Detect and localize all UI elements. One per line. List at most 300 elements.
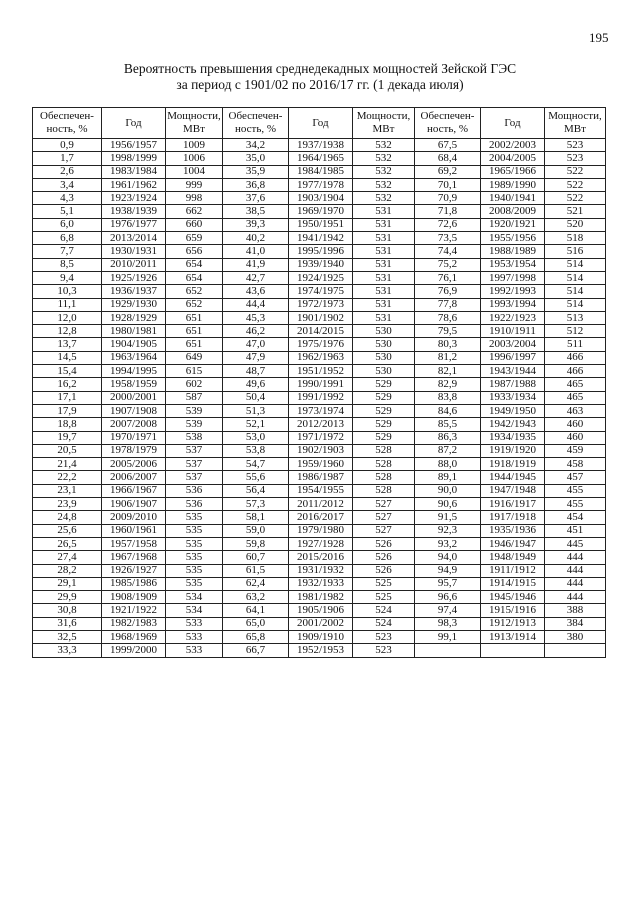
table-cell: 458 [545, 458, 606, 471]
table-row [33, 338, 606, 351]
table-cell: 514 [545, 285, 606, 298]
table-cell: 2014/2015 [289, 325, 353, 338]
table-cell [415, 644, 481, 657]
table-cell: 1960/1961 [102, 524, 166, 537]
table-cell: 528 [353, 471, 415, 484]
table-cell: 28,2 [33, 564, 102, 577]
table-cell: 652 [166, 285, 223, 298]
table-cell: 529 [353, 404, 415, 417]
table-cell: 1908/1909 [102, 591, 166, 604]
table-cell: 70,9 [415, 192, 481, 205]
table-cell: 52,1 [223, 418, 289, 431]
table-cell: 1969/1970 [289, 205, 353, 218]
table-cell: 531 [353, 298, 415, 311]
table-cell: 82,9 [415, 378, 481, 391]
table-cell: 1991/1992 [289, 391, 353, 404]
table-cell: 2,6 [33, 165, 102, 178]
table-cell: 59,8 [223, 537, 289, 550]
table-cell: 62,4 [223, 577, 289, 590]
table-cell: 21,4 [33, 458, 102, 471]
table-cell: 58,1 [223, 511, 289, 524]
table-cell: 1,7 [33, 152, 102, 165]
table-cell: 533 [166, 644, 223, 657]
page-number: 195 [589, 30, 609, 45]
table-row [33, 391, 606, 404]
table-cell: 1962/1963 [289, 351, 353, 364]
table-cell: 615 [166, 365, 223, 378]
table-cell: 1902/1903 [289, 444, 353, 457]
table-cell: 529 [353, 418, 415, 431]
column-header: Мощности, МВт [545, 108, 606, 139]
table-cell: 1978/1979 [102, 444, 166, 457]
table-cell: 27,4 [33, 551, 102, 564]
table-cell: 4,3 [33, 192, 102, 205]
table-row [33, 152, 606, 165]
table-cell: 79,5 [415, 325, 481, 338]
table-cell: 17,9 [33, 404, 102, 417]
table-cell: 1906/1907 [102, 498, 166, 511]
table-cell: 1994/1995 [102, 365, 166, 378]
table-cell: 460 [545, 418, 606, 431]
table-cell: 32,5 [33, 630, 102, 643]
table-cell: 998 [166, 192, 223, 205]
table-cell: 76,1 [415, 271, 481, 284]
table-cell: 465 [545, 391, 606, 404]
table-cell: 1974/1975 [289, 285, 353, 298]
table-row [33, 178, 606, 191]
table-cell: 94,9 [415, 564, 481, 577]
table-cell: 531 [353, 218, 415, 231]
table-cell: 1936/1937 [102, 285, 166, 298]
table-cell: 51,3 [223, 404, 289, 417]
table-cell: 1992/1993 [481, 285, 545, 298]
table-cell: 444 [545, 591, 606, 604]
table-cell: 85,5 [415, 418, 481, 431]
table-row [33, 165, 606, 178]
table-cell: 29,9 [33, 591, 102, 604]
table-row [33, 591, 606, 604]
table-cell: 95,7 [415, 577, 481, 590]
table-cell: 1913/1914 [481, 630, 545, 643]
table-cell: 1990/1991 [289, 378, 353, 391]
table-cell: 8,5 [33, 258, 102, 271]
table-cell: 537 [166, 444, 223, 457]
column-header: Обеспечен-ность, % [33, 108, 102, 139]
table-cell: 522 [545, 192, 606, 205]
table-cell: 1929/1930 [102, 298, 166, 311]
table-cell: 454 [545, 511, 606, 524]
table-cell: 654 [166, 258, 223, 271]
column-header: Мощности, МВт [353, 108, 415, 139]
table-cell: 1937/1938 [289, 139, 353, 152]
table-cell: 1975/1976 [289, 338, 353, 351]
table-row [33, 551, 606, 564]
table-cell: 587 [166, 391, 223, 404]
table-cell: 75,2 [415, 258, 481, 271]
table-cell: 529 [353, 378, 415, 391]
table-cell: 1901/1902 [289, 311, 353, 324]
table-cell: 528 [353, 444, 415, 457]
table-cell [481, 644, 545, 657]
table-cell: 68,4 [415, 152, 481, 165]
table-cell: 513 [545, 311, 606, 324]
table-row [33, 285, 606, 298]
table-cell: 1945/1946 [481, 591, 545, 604]
table-cell: 388 [545, 604, 606, 617]
table-cell: 512 [545, 325, 606, 338]
table-cell: 1967/1968 [102, 551, 166, 564]
table-cell: 529 [353, 431, 415, 444]
table-cell: 20,5 [33, 444, 102, 457]
table-row [33, 245, 606, 258]
table-cell: 660 [166, 218, 223, 231]
table-cell: 19,7 [33, 431, 102, 444]
table-row [33, 378, 606, 391]
table-cell: 1971/1972 [289, 431, 353, 444]
table-cell: 47,0 [223, 338, 289, 351]
table-cell: 66,7 [223, 644, 289, 657]
table-cell: 1918/1919 [481, 458, 545, 471]
table-cell: 18,8 [33, 418, 102, 431]
table-cell: 1963/1964 [102, 351, 166, 364]
table-cell: 524 [353, 617, 415, 630]
table-row [33, 524, 606, 537]
table-cell: 91,5 [415, 511, 481, 524]
table-cell: 65,0 [223, 617, 289, 630]
table-cell: 1911/1912 [481, 564, 545, 577]
table-cell: 15,4 [33, 365, 102, 378]
table-cell: 1923/1924 [102, 192, 166, 205]
table-cell: 531 [353, 232, 415, 245]
column-header: Обеспечен-ность, % [223, 108, 289, 139]
table-cell: 1905/1906 [289, 604, 353, 617]
table-cell: 1956/1957 [102, 139, 166, 152]
table-cell: 523 [545, 139, 606, 152]
column-header: Обеспечен-ность, % [415, 108, 481, 139]
table-cell: 528 [353, 484, 415, 497]
table-cell: 1948/1949 [481, 551, 545, 564]
table-cell: 1946/1947 [481, 537, 545, 550]
table-cell: 1976/1977 [102, 218, 166, 231]
table-cell: 518 [545, 232, 606, 245]
table-cell: 67,5 [415, 139, 481, 152]
table-cell: 64,1 [223, 604, 289, 617]
table-cell: 1943/1944 [481, 365, 545, 378]
table-cell: 73,5 [415, 232, 481, 245]
table-cell: 1949/1950 [481, 404, 545, 417]
table-row [33, 630, 606, 643]
table-cell: 445 [545, 537, 606, 550]
table-cell: 460 [545, 431, 606, 444]
table-cell: 22,2 [33, 471, 102, 484]
table-cell: 1939/1940 [289, 258, 353, 271]
table-cell: 457 [545, 471, 606, 484]
table-cell [545, 644, 606, 657]
table-cell: 1980/1981 [102, 325, 166, 338]
table-cell: 6,0 [33, 218, 102, 231]
table-cell: 1997/1998 [481, 271, 545, 284]
table-cell: 656 [166, 245, 223, 258]
table-cell: 36,8 [223, 178, 289, 191]
table-cell: 29,1 [33, 577, 102, 590]
table-cell: 1904/1905 [102, 338, 166, 351]
table-cell: 1912/1913 [481, 617, 545, 630]
table-row [33, 471, 606, 484]
table-cell: 651 [166, 338, 223, 351]
table-cell: 532 [353, 165, 415, 178]
table-cell: 2012/2013 [289, 418, 353, 431]
table-cell: 98,3 [415, 617, 481, 630]
table-cell: 531 [353, 285, 415, 298]
table-cell: 53,0 [223, 431, 289, 444]
table-cell: 535 [166, 524, 223, 537]
column-header: Год [481, 108, 545, 139]
table-cell: 1995/1996 [289, 245, 353, 258]
table-row [33, 484, 606, 497]
table-cell: 1979/1980 [289, 524, 353, 537]
table-cell: 528 [353, 458, 415, 471]
table-cell: 11,1 [33, 298, 102, 311]
table-cell: 1932/1933 [289, 577, 353, 590]
header-row [33, 108, 606, 139]
table-cell: 530 [353, 325, 415, 338]
table-cell: 536 [166, 498, 223, 511]
table-cell: 1987/1988 [481, 378, 545, 391]
table-cell: 12,8 [33, 325, 102, 338]
table-cell: 526 [353, 564, 415, 577]
table-row [33, 258, 606, 271]
table-cell: 59,0 [223, 524, 289, 537]
table-cell: 1941/1942 [289, 232, 353, 245]
table-row [33, 431, 606, 444]
table-cell: 2013/2014 [102, 232, 166, 245]
table-cell: 34,2 [223, 139, 289, 152]
table-row [33, 205, 606, 218]
table-cell: 527 [353, 524, 415, 537]
table-cell: 70,1 [415, 178, 481, 191]
table-cell: 1993/1994 [481, 298, 545, 311]
table-cell: 652 [166, 298, 223, 311]
table-row [33, 604, 606, 617]
table-cell: 1968/1969 [102, 630, 166, 643]
table-cell: 522 [545, 165, 606, 178]
table-cell: 88,0 [415, 458, 481, 471]
table-cell: 523 [353, 644, 415, 657]
table-cell: 1933/1934 [481, 391, 545, 404]
table-cell: 5,1 [33, 205, 102, 218]
table-cell: 516 [545, 245, 606, 258]
table-cell: 521 [545, 205, 606, 218]
table-cell: 78,6 [415, 311, 481, 324]
table-cell: 1925/1926 [102, 271, 166, 284]
table-cell: 535 [166, 551, 223, 564]
table-row [33, 139, 606, 152]
table-cell: 465 [545, 378, 606, 391]
table-cell: 532 [353, 178, 415, 191]
table-cell: 1965/1966 [481, 165, 545, 178]
table-cell: 30,8 [33, 604, 102, 617]
table-cell: 459 [545, 444, 606, 457]
table-cell: 1938/1939 [102, 205, 166, 218]
table-cell: 65,8 [223, 630, 289, 643]
table-cell: 1926/1927 [102, 564, 166, 577]
table-cell: 23,1 [33, 484, 102, 497]
table-cell: 61,5 [223, 564, 289, 577]
table-cell: 530 [353, 365, 415, 378]
table-cell: 1916/1917 [481, 498, 545, 511]
table-cell: 83,8 [415, 391, 481, 404]
table-cell: 96,6 [415, 591, 481, 604]
table-cell: 999 [166, 178, 223, 191]
table-cell: 48,7 [223, 365, 289, 378]
table-cell: 2007/2008 [102, 418, 166, 431]
table-row [33, 232, 606, 245]
table-cell: 1940/1941 [481, 192, 545, 205]
table-row [33, 644, 606, 657]
table-cell: 6,8 [33, 232, 102, 245]
table-cell: 1988/1989 [481, 245, 545, 258]
table-cell: 532 [353, 139, 415, 152]
table-cell: 1972/1973 [289, 298, 353, 311]
table-cell: 530 [353, 351, 415, 364]
table-cell: 1999/2000 [102, 644, 166, 657]
table-cell: 534 [166, 591, 223, 604]
table-cell: 0,9 [33, 139, 102, 152]
table-cell: 84,6 [415, 404, 481, 417]
table-cell: 535 [166, 537, 223, 550]
table-cell: 538 [166, 431, 223, 444]
table-cell: 35,9 [223, 165, 289, 178]
table-cell: 1942/1943 [481, 418, 545, 431]
table-row [33, 511, 606, 524]
table-cell: 40,2 [223, 232, 289, 245]
table-row [33, 325, 606, 338]
document-title [0, 61, 640, 93]
table-cell: 1959/1960 [289, 458, 353, 471]
table-cell: 1924/1925 [289, 271, 353, 284]
table-cell: 526 [353, 537, 415, 550]
table-cell: 1977/1978 [289, 178, 353, 191]
table-cell: 16,2 [33, 378, 102, 391]
table-cell: 1920/1921 [481, 218, 545, 231]
table-cell: 42,7 [223, 271, 289, 284]
table-cell: 2010/2011 [102, 258, 166, 271]
table-cell: 514 [545, 271, 606, 284]
table-cell: 1966/1967 [102, 484, 166, 497]
table-cell: 43,6 [223, 285, 289, 298]
table-cell: 1982/1983 [102, 617, 166, 630]
table-cell: 1989/1990 [481, 178, 545, 191]
table-cell: 1973/1974 [289, 404, 353, 417]
table-cell: 1935/1936 [481, 524, 545, 537]
table-cell: 82,1 [415, 365, 481, 378]
table-cell: 37,6 [223, 192, 289, 205]
table-cell: 1981/1982 [289, 591, 353, 604]
table-cell: 9,4 [33, 271, 102, 284]
table-cell: 2006/2007 [102, 471, 166, 484]
table-cell: 1964/1965 [289, 152, 353, 165]
column-header: Год [102, 108, 166, 139]
table-row [33, 218, 606, 231]
table-cell: 31,6 [33, 617, 102, 630]
table-cell: 531 [353, 205, 415, 218]
table-cell: 2011/2012 [289, 498, 353, 511]
table-cell: 1970/1971 [102, 431, 166, 444]
table-cell: 53,8 [223, 444, 289, 457]
table-cell: 535 [166, 511, 223, 524]
table-cell: 10,3 [33, 285, 102, 298]
table-cell: 93,2 [415, 537, 481, 550]
table-row [33, 418, 606, 431]
table-cell: 14,5 [33, 351, 102, 364]
table-cell: 531 [353, 258, 415, 271]
table-cell: 662 [166, 205, 223, 218]
table-cell: 529 [353, 391, 415, 404]
table-cell: 649 [166, 351, 223, 364]
table-cell: 1958/1959 [102, 378, 166, 391]
table-row [33, 444, 606, 457]
table-row [33, 498, 606, 511]
table-cell: 451 [545, 524, 606, 537]
table-cell: 49,6 [223, 378, 289, 391]
table-row [33, 564, 606, 577]
table-row [33, 271, 606, 284]
table-cell: 1927/1928 [289, 537, 353, 550]
table-row [33, 192, 606, 205]
table-cell: 55,6 [223, 471, 289, 484]
table-cell: 92,3 [415, 524, 481, 537]
table-row [33, 404, 606, 417]
table-cell: 57,3 [223, 498, 289, 511]
table-cell: 71,8 [415, 205, 481, 218]
table-cell: 1957/1958 [102, 537, 166, 550]
table-cell: 94,0 [415, 551, 481, 564]
table-cell: 539 [166, 404, 223, 417]
table-cell: 539 [166, 418, 223, 431]
table-cell: 1986/1987 [289, 471, 353, 484]
title-line-2: за период с 1901/02 по 2016/17 гг. (1 декада июля) [176, 77, 464, 92]
table-cell: 651 [166, 325, 223, 338]
table-cell: 97,4 [415, 604, 481, 617]
table-cell: 1955/1956 [481, 232, 545, 245]
table-cell: 90,0 [415, 484, 481, 497]
table-row [33, 617, 606, 630]
table-cell: 2002/2003 [481, 139, 545, 152]
column-header: Мощности, МВт [166, 108, 223, 139]
table-cell: 535 [166, 577, 223, 590]
table-cell: 13,7 [33, 338, 102, 351]
table-cell: 524 [353, 604, 415, 617]
table-cell: 2003/2004 [481, 338, 545, 351]
table-cell: 1914/1915 [481, 577, 545, 590]
table-cell: 2016/2017 [289, 511, 353, 524]
table-cell: 534 [166, 604, 223, 617]
table-cell: 537 [166, 471, 223, 484]
table-cell: 384 [545, 617, 606, 630]
table-cell: 69,2 [415, 165, 481, 178]
table-cell: 50,4 [223, 391, 289, 404]
table-cell: 39,3 [223, 218, 289, 231]
table-cell: 2005/2006 [102, 458, 166, 471]
table-cell: 41,0 [223, 245, 289, 258]
table-cell: 444 [545, 551, 606, 564]
table-cell: 1922/1923 [481, 311, 545, 324]
table-cell: 2009/2010 [102, 511, 166, 524]
table-cell: 54,7 [223, 458, 289, 471]
table-cell: 89,1 [415, 471, 481, 484]
table-cell: 1934/1935 [481, 431, 545, 444]
table-cell: 1006 [166, 152, 223, 165]
